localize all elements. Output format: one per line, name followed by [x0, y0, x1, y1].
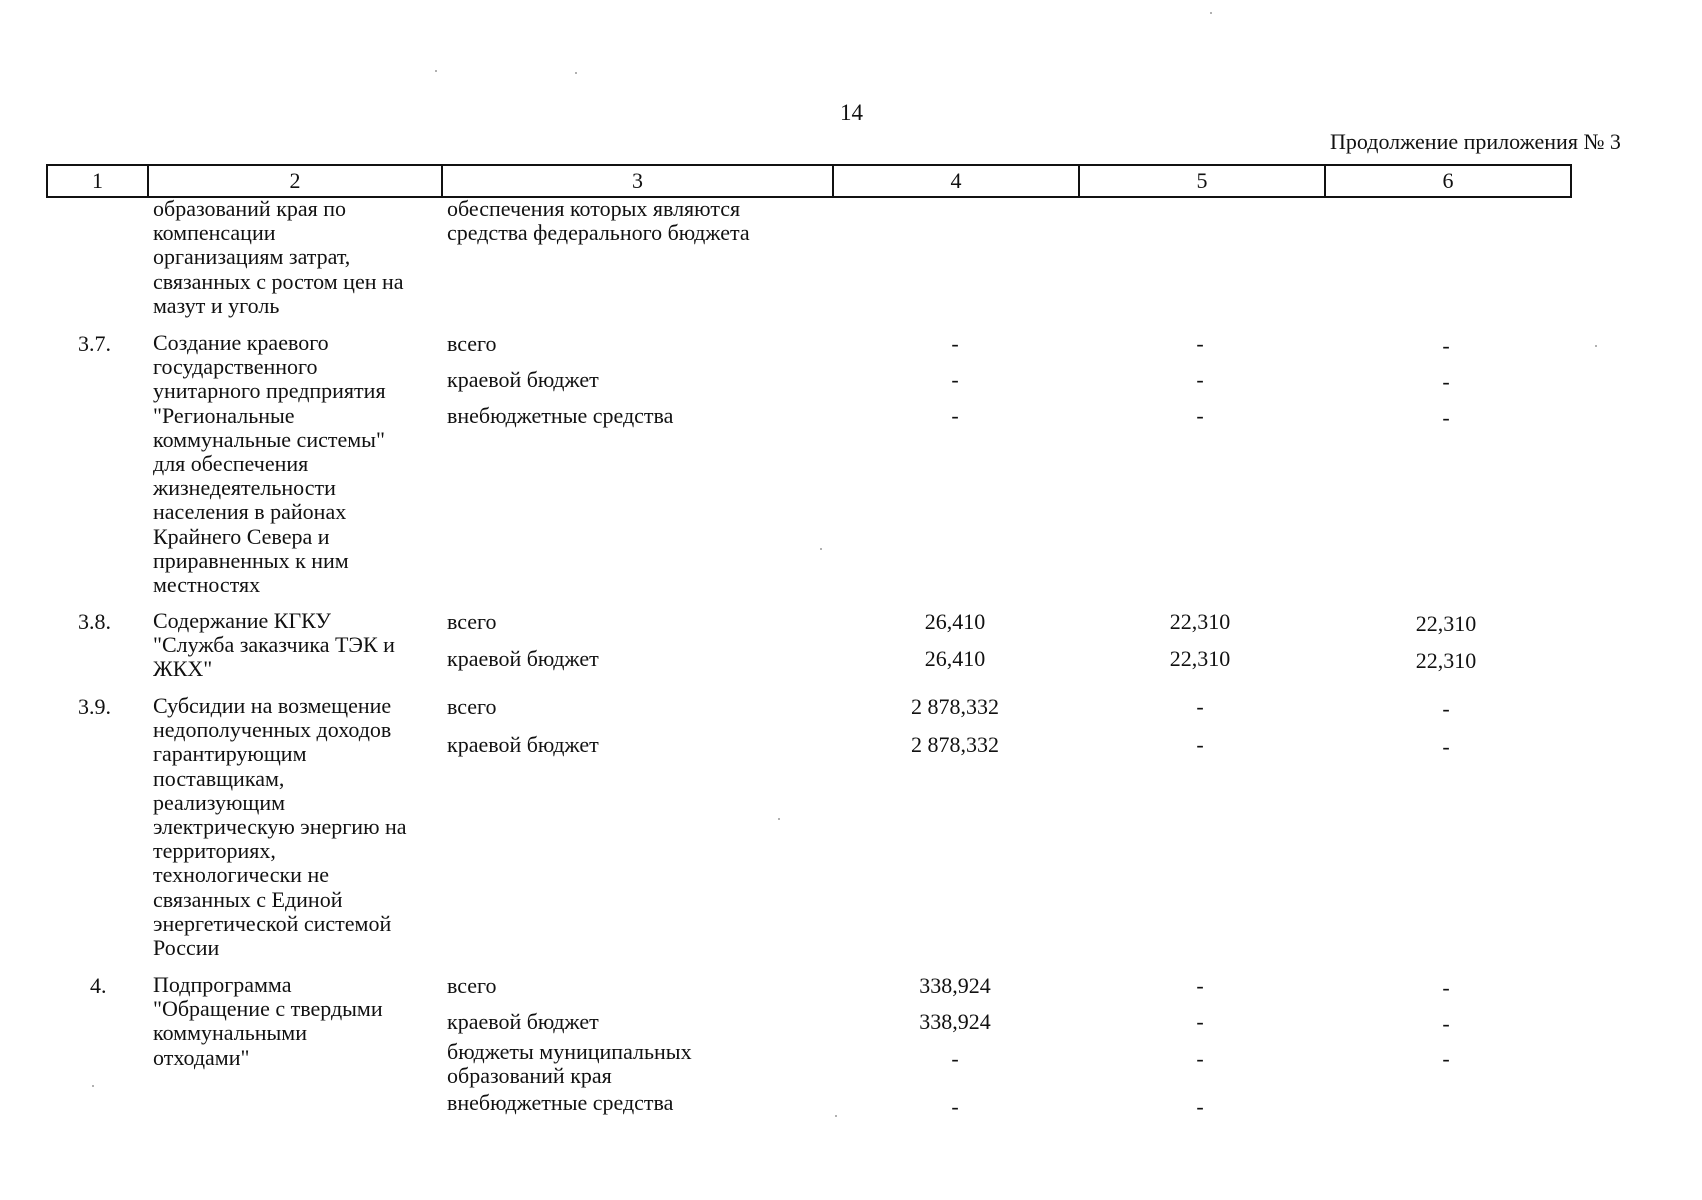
row-number: 3.8. [78, 609, 111, 634]
value-col-4: 2 878,332 [911, 694, 999, 719]
scan-speck [835, 1115, 837, 1117]
row-name: Субсидии на возмещение недополученных доходов гарантирующим поставщикам, реализующим электрическую энергию на территориях, технологически не связанных с Единой энергетической системой России [153, 693, 407, 961]
funding-source: бюджеты муниципальных образований края [447, 1039, 692, 1089]
funding-source: всего [447, 331, 497, 356]
value-col-6: - [1442, 333, 1450, 358]
funding-source: всего [447, 694, 497, 719]
scan-speck [1210, 12, 1212, 14]
row-number: 3.9. [78, 694, 111, 719]
value-col-4: 338,924 [919, 973, 991, 998]
value-col-5: - [1196, 367, 1204, 392]
value-col-4: 26,410 [924, 646, 986, 671]
page-number: 14 [840, 100, 863, 125]
value-col-4: 2 878,332 [911, 732, 999, 757]
value-col-6: - [1442, 975, 1450, 1000]
row-number: 3.7. [78, 331, 111, 356]
value-col-6: - [1442, 369, 1450, 394]
scan-speck [575, 72, 577, 74]
value-col-6: - [1442, 405, 1450, 430]
value-col-6: - [1442, 696, 1450, 721]
scan-speck [820, 548, 822, 550]
funding-source: краевой бюджет [447, 367, 599, 392]
row-number: 4. [90, 973, 107, 998]
value-col-6: - [1442, 1046, 1450, 1071]
table-header-row [46, 164, 1572, 198]
value-col-6: 22,310 [1415, 611, 1477, 636]
funding-source: краевой бюджет [447, 732, 599, 757]
value-col-4: - [951, 331, 959, 356]
funding-source: краевой бюджет [447, 646, 599, 671]
value-col-5: - [1196, 694, 1204, 719]
header-col-4: 4 [832, 164, 1078, 198]
row-name: Подпрограмма "Обращение с твердыми коммунальными отходами" [153, 972, 383, 1070]
scan-speck [778, 818, 780, 820]
value-col-5: 22,310 [1169, 609, 1231, 634]
value-col-5: - [1196, 732, 1204, 757]
value-col-4: - [951, 367, 959, 392]
value-col-4: - [951, 1046, 959, 1071]
funding-source: краевой бюджет [447, 1009, 599, 1034]
value-col-4: 26,410 [924, 609, 986, 634]
header-col-1: 1 [46, 164, 147, 198]
value-col-5: - [1196, 403, 1204, 428]
header-col-2: 2 [147, 164, 441, 198]
row-name: Создание краевого государственного унитарного предприятия "Региональные коммунальные системы" для обеспечения жизнедеятельности населения в районах Крайнего Севера и приравненных к ним местностях [153, 330, 386, 598]
continuation-label: Продолжение приложения № 3 [1330, 129, 1621, 154]
value-col-5: - [1196, 331, 1204, 356]
value-col-5: - [1196, 1094, 1204, 1119]
header-col-5: 5 [1078, 164, 1324, 198]
value-col-6: - [1442, 734, 1450, 759]
funding-source: внебюджетные средства [447, 403, 674, 428]
value-col-5: - [1196, 1046, 1204, 1071]
value-col-5: 22,310 [1169, 646, 1231, 671]
value-col-4: 338,924 [919, 1009, 991, 1034]
value-col-5: - [1196, 1009, 1204, 1034]
funding-source: всего [447, 973, 497, 998]
value-col-5: - [1196, 973, 1204, 998]
funding-source: внебюджетные средства [447, 1090, 674, 1115]
row-name: Содержание КГКУ "Служба заказчика ТЭК и ЖКХ" [153, 608, 395, 682]
funding-source: всего [447, 609, 497, 634]
scan-speck [435, 70, 437, 72]
value-col-6: 22,310 [1415, 648, 1477, 673]
carryover-source-text: обеспечения которых являются средства федерального бюджета [447, 196, 750, 246]
value-col-6: - [1442, 1011, 1450, 1036]
header-col-3: 3 [441, 164, 832, 198]
value-col-4: - [951, 1094, 959, 1119]
scan-speck [1595, 345, 1597, 347]
value-col-4: - [951, 403, 959, 428]
scan-speck [92, 1085, 94, 1087]
header-col-6: 6 [1324, 164, 1572, 198]
carryover-name-text: образований края по компенсации организациям затрат, связанных с ростом цен на мазут и уголь [153, 196, 404, 318]
